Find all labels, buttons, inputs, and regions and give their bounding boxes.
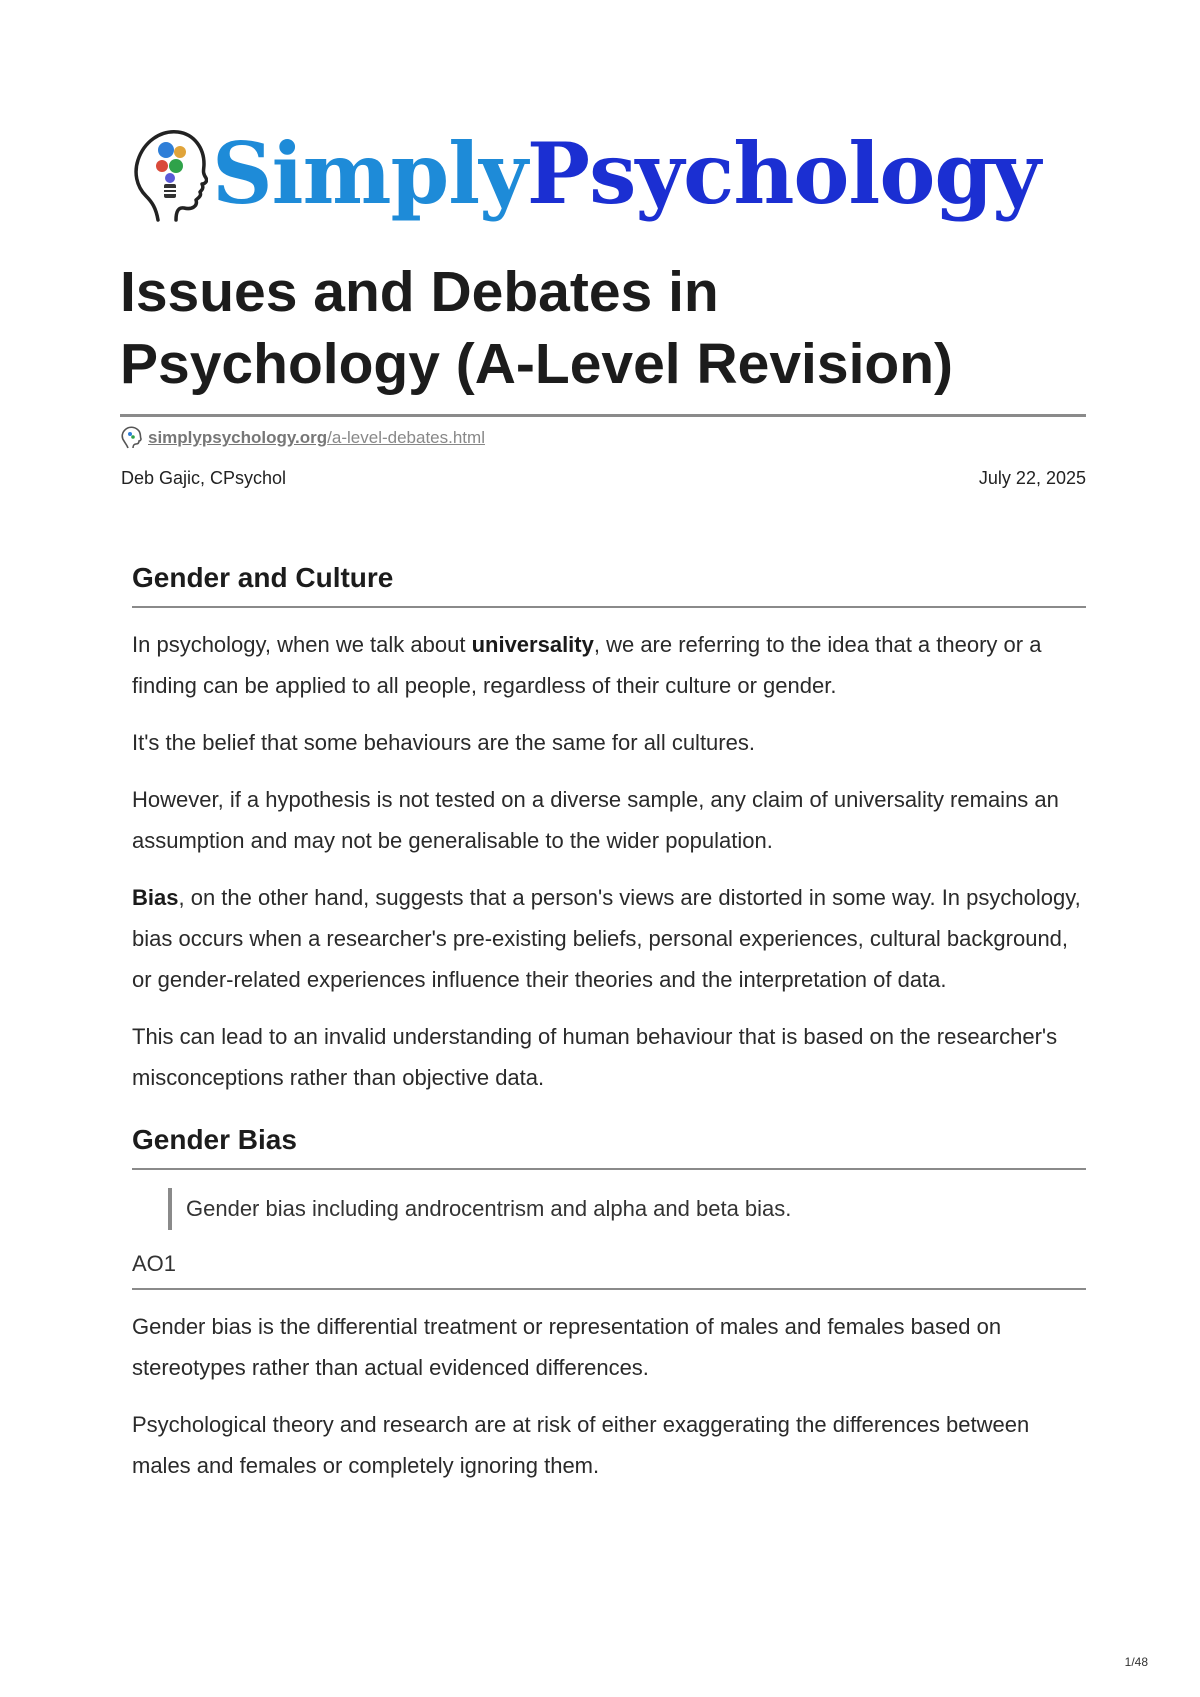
source-domain[interactable]: simplypsychology.org — [148, 428, 328, 447]
source-path[interactable]: /a-level-debates.html — [327, 428, 485, 447]
logo-word-simply: Simply — [212, 124, 527, 223]
head-gears-icon — [128, 122, 208, 226]
page-number: 1/48 — [1124, 1655, 1148, 1669]
title-line-2: Psychology (A-Level Revision) — [120, 332, 954, 396]
title-line-1: Issues and Debates in — [120, 260, 719, 324]
page-title — [120, 256, 1100, 400]
publish-date: July 22, 2025 — [978, 468, 1086, 488]
section-heading-gender-culture: Gender and Culture — [132, 560, 1086, 608]
text-run: , on the other hand, suggests that a person's views are distorted in some way. In psychology, bias occurs when a researcher's pre-existing beliefs, personal experiences, cultural background, or gender-related experiences influence their theories and the interpretation of data. — [132, 885, 1081, 992]
title-divider — [120, 414, 1086, 417]
section-heading-gender-bias: Gender Bias — [132, 1122, 1086, 1170]
paragraph-gender-bias-definition: Gender bias is the differential treatment or representation of males and females based on stereotypes rather than actual evidenced differences. — [132, 1314, 1002, 1380]
text-run: In psychology, when we talk about — [132, 632, 472, 657]
paragraph-theory-risk: Psychological theory and research are at risk of either exaggerating the differences between males and females or completely ignoring them. — [132, 1412, 1030, 1478]
text-run: , we are referring to the idea that a theory or a finding can be applied to all people, regardless of their culture or gender. — [132, 632, 1042, 698]
logo-word-psychology: Psychology — [526, 124, 1040, 223]
article-body — [132, 560, 1086, 1486]
paragraph-hypothesis: However, if a hypothesis is not tested on a diverse sample, any claim of universality remains an assumption and may not be generalisable to the wider population. — [132, 787, 1059, 853]
paragraph-universality — [132, 624, 1086, 706]
logo-wordmark — [212, 124, 1040, 223]
source-link[interactable] — [120, 426, 485, 450]
paragraph-belief: It's the belief that some behaviours are the same for all cultures. — [132, 730, 755, 755]
site-logo[interactable] — [128, 118, 1040, 230]
author-name: Deb Gajic, CPsychol — [121, 468, 287, 488]
paragraph-bias — [132, 877, 1086, 1000]
ao-label: AO1 — [132, 1248, 1086, 1290]
spec-quote: Gender bias including androcentrism and alpha and beta bias. — [168, 1188, 1086, 1230]
bold-term-bias: Bias — [132, 885, 179, 910]
site-head-icon — [120, 426, 142, 450]
paragraph-invalid-understanding: This can lead to an invalid understanding of human behaviour that is based on the researcher's misconceptions rather than objective data. — [132, 1024, 1058, 1090]
bold-term-universality: universality — [471, 632, 594, 657]
